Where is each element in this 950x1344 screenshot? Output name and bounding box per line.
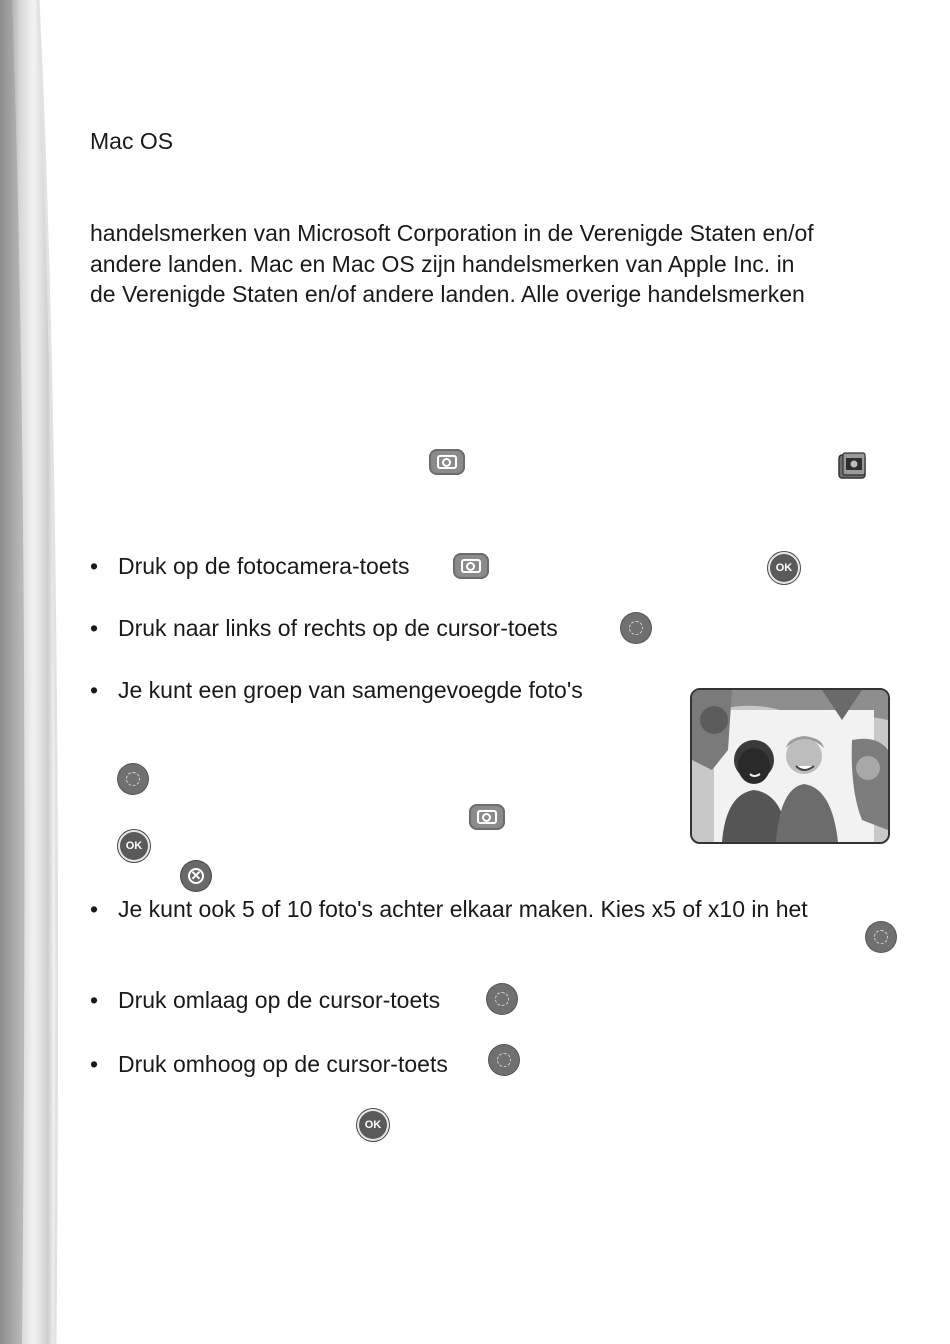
paragraph-line: de Verenigde Staten en/of andere landen. Alle overige handelsmerken bbox=[90, 281, 805, 307]
photo-album-icon bbox=[838, 452, 868, 480]
camera-icon bbox=[429, 449, 465, 475]
bullet-text: Je kunt ook 5 of 10 foto's achter elkaar maken. Kies x5 of x10 in het bbox=[118, 896, 808, 922]
cursor-pad-icon bbox=[866, 922, 896, 952]
bullet-dot: • bbox=[90, 553, 99, 579]
bullet-dot: • bbox=[90, 987, 99, 1013]
cursor-pad-icon bbox=[621, 613, 651, 643]
ok-button-icon: OK bbox=[357, 1109, 389, 1141]
section-heading: Mac OS bbox=[90, 128, 174, 154]
bullet-dot: • bbox=[90, 896, 99, 922]
children-photo-image bbox=[692, 690, 888, 842]
bullet-text: Je kunt een groep van samengevoegde foto's bbox=[118, 677, 583, 703]
page-side-band bbox=[0, 0, 70, 1344]
bullet-text: Druk naar links of rechts op de cursor-toets bbox=[118, 615, 558, 641]
bullet-text: Druk omhoog op de cursor-toets bbox=[118, 1051, 448, 1077]
delete-button-icon bbox=[181, 861, 211, 891]
bullet-text: Druk op de fotocamera-toets bbox=[118, 553, 410, 579]
bullet-dot: • bbox=[90, 677, 99, 703]
camera-icon bbox=[469, 804, 505, 830]
cursor-pad-icon bbox=[487, 984, 517, 1014]
sample-photo-illustration bbox=[690, 688, 890, 844]
ok-button-icon: OK bbox=[118, 830, 150, 862]
cursor-pad-icon bbox=[118, 764, 148, 794]
paragraph-line: handelsmerken van Microsoft Corporation in de Verenigde Staten en/of bbox=[90, 220, 814, 246]
bullet-dot: • bbox=[90, 1051, 99, 1077]
cursor-pad-icon bbox=[489, 1045, 519, 1075]
delete-mark: ✕ bbox=[190, 868, 202, 883]
camera-icon bbox=[453, 553, 489, 579]
trademark-paragraph bbox=[90, 218, 910, 310]
bullet-text: Druk omlaag op de cursor-toets bbox=[118, 987, 441, 1013]
paragraph-line: andere landen. Mac en Mac OS zijn handelsmerken van Apple Inc. in bbox=[90, 250, 795, 277]
ok-button-icon: OK bbox=[768, 552, 800, 584]
bullet-dot: • bbox=[90, 615, 99, 641]
